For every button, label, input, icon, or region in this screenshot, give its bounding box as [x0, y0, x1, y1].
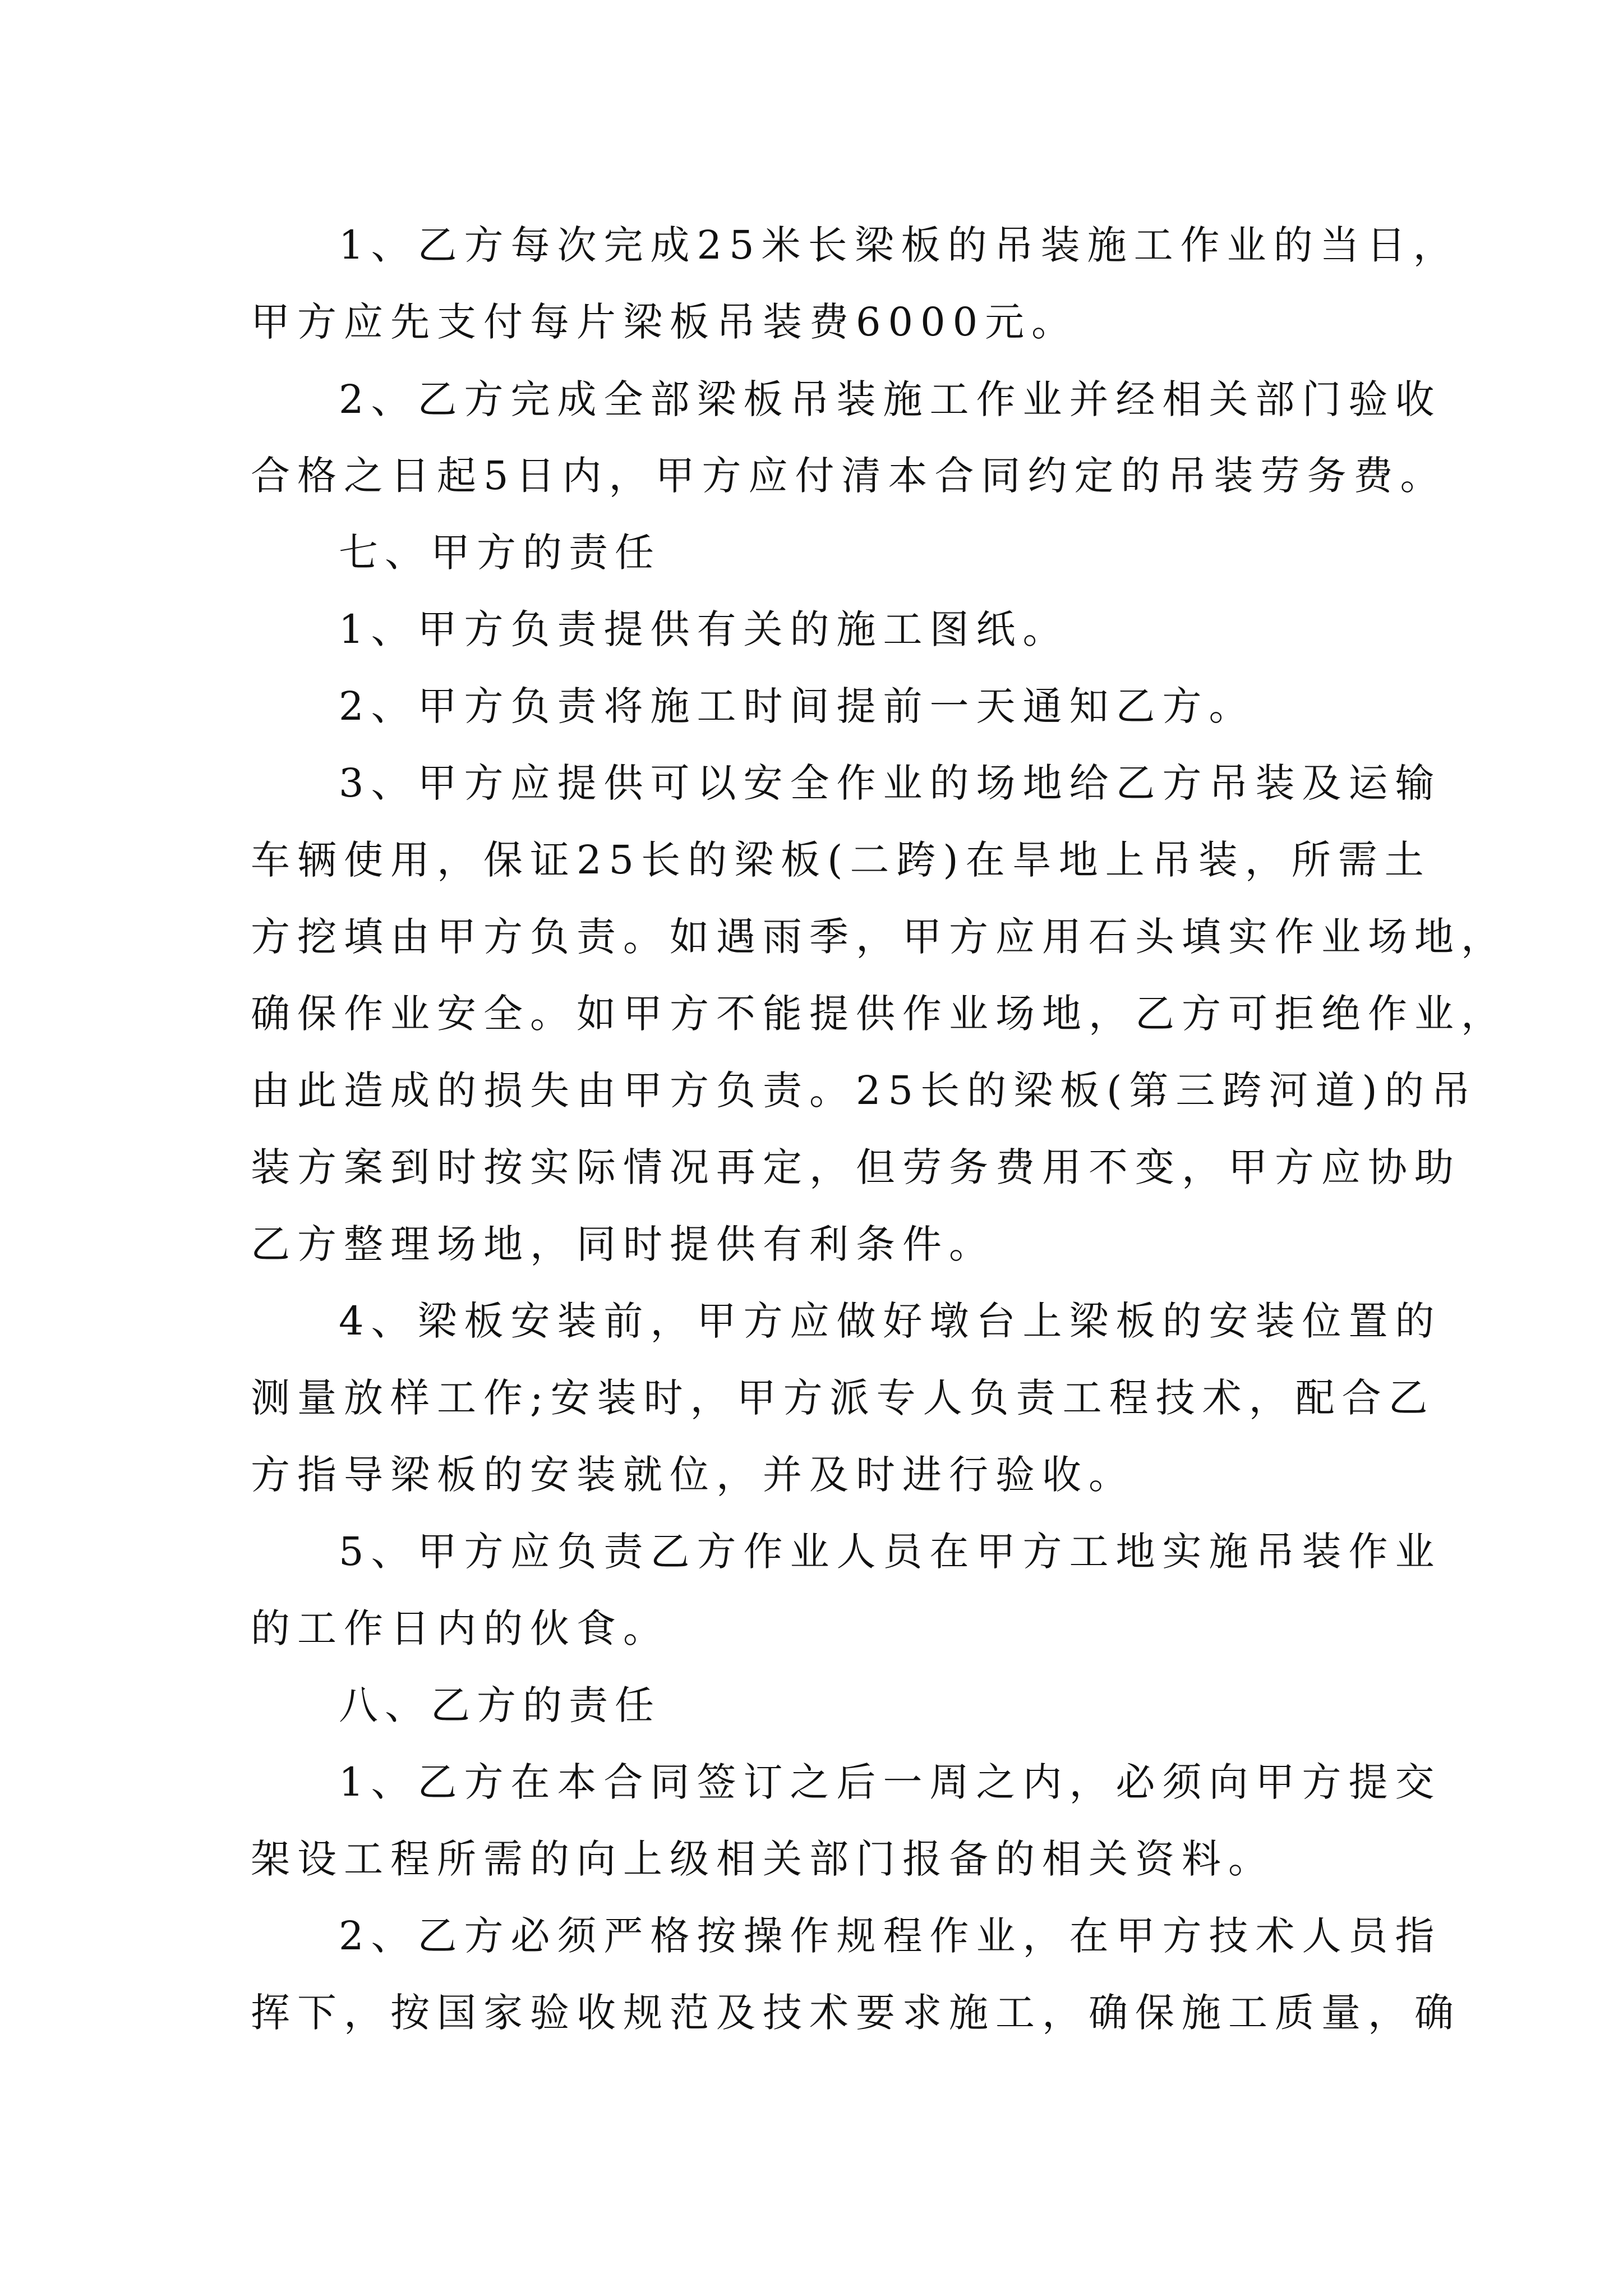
party-a-clause-3-line-5: 由此造成的损失由甲方负责。25长的梁板(第三跨河道)的吊: [251, 1068, 1478, 1114]
party-a-clause-4-line-3: 方指导梁板的安装就位，并及时进行验收。: [251, 1452, 1135, 1498]
party-a-clause-1: 1、甲方负责提供有关的施工图纸。: [339, 606, 1069, 652]
party-b-clause-2-line-1: 2、乙方必须严格按操作规程作业，在甲方技术人员指: [339, 1913, 1442, 1959]
payment-clause-1-line-1: 1、乙方每次完成25米长梁板的吊装施工作业的当日，: [339, 222, 1460, 268]
party-a-clause-4-line-2: 测量放样工作;安装时，甲方派专人负责工程技术，配合乙: [251, 1375, 1435, 1421]
party-a-clause-3-line-4: 确保作业安全。如甲方不能提供作业场地，乙方可拒绝作业，: [251, 991, 1507, 1037]
party-a-clause-4-line-1: 4、梁板安装前，甲方应做好墩台上梁板的安装位置的: [339, 1298, 1442, 1344]
party-a-clause-2: 2、甲方负责将施工时间提前一天通知乙方。: [339, 683, 1256, 729]
party-a-clause-3-line-6: 装方案到时按实际情况再定，但劳务费用不变，甲方应协助: [251, 1144, 1461, 1190]
section-heading-party-b: 八、乙方的责任: [339, 1682, 661, 1728]
party-a-clause-3-line-7: 乙方整理场地，同时提供有利条件。: [251, 1221, 995, 1267]
party-a-clause-3-line-3: 方挖填由甲方负责。如遇雨季，甲方应用石头填实作业场地，: [251, 914, 1507, 960]
payment-clause-2-line-1: 2、乙方完成全部梁板吊装施工作业并经相关部门验收: [339, 376, 1442, 422]
party-b-clause-2-line-2: 挥下，按国家验收规范及技术要求施工，确保施工质量，确: [251, 1990, 1461, 2036]
party-a-clause-5-line-2: 的工作日内的伙食。: [251, 1605, 670, 1651]
party-b-clause-1-line-1: 1、乙方在本合同签订之后一周之内，必须向甲方提交: [339, 1759, 1442, 1805]
section-heading-party-a: 七、甲方的责任: [339, 530, 661, 576]
party-a-clause-3-line-2: 车辆使用，保证25长的梁板(二跨)在旱地上吊装，所需土: [251, 837, 1431, 883]
party-a-clause-3-line-1: 3、甲方应提供可以安全作业的场地给乙方吊装及运输: [339, 760, 1442, 806]
payment-clause-2-line-2: 合格之日起5日内，甲方应付清本合同约定的吊装劳务费。: [251, 453, 1447, 499]
party-b-clause-1-line-2: 架设工程所需的向上级相关部门报备的相关资料。: [251, 1836, 1275, 1882]
party-a-clause-5-line-1: 5、甲方应负责乙方作业人员在甲方工地实施吊装作业: [339, 1529, 1442, 1575]
payment-clause-1-line-2: 甲方应先支付每片梁板吊装费6000元。: [251, 299, 1078, 345]
